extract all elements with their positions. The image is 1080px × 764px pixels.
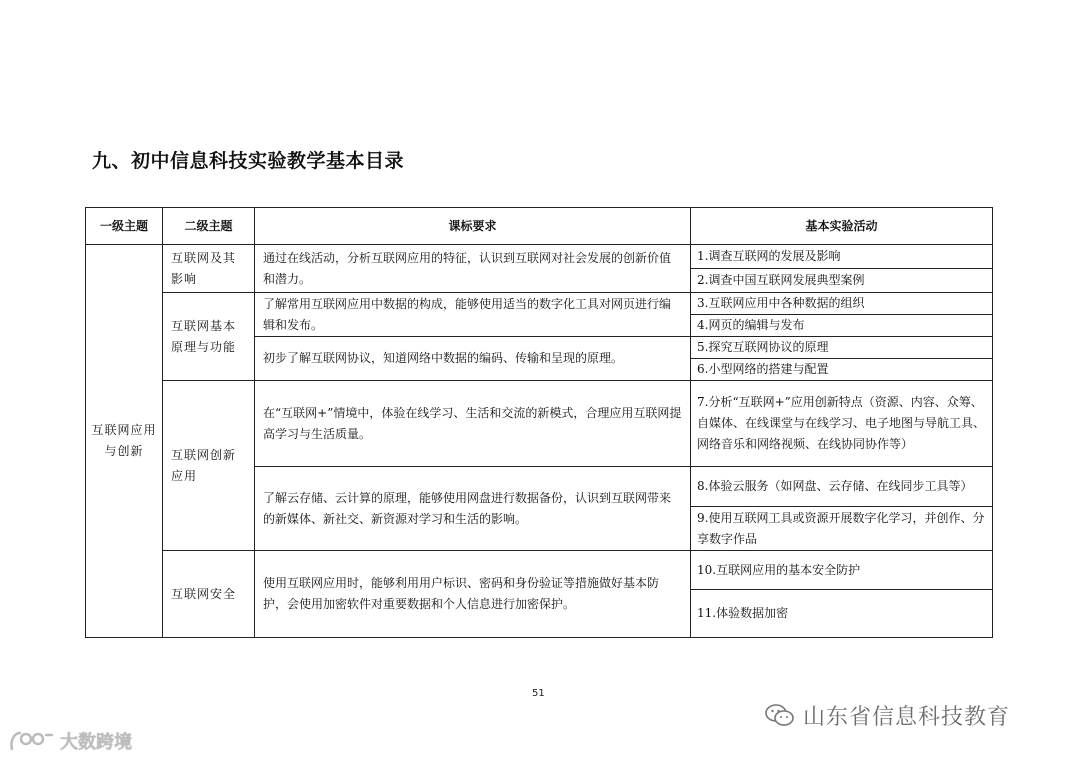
activity-cell: 8.体验云服务（如网盘、云存储、在线同步工具等）	[691, 467, 993, 507]
table-row	[86, 245, 993, 269]
header-level2-topic: 二级主题	[163, 208, 255, 245]
requirement-cell: 使用互联网应用时，能够利用用户标识、密码和身份验证等措施做好基本防护，会使用加密软件对重要数据和个人信息进行加密保护。	[255, 551, 691, 638]
requirement-cell: 初步了解互联网协议，知道网络中数据的编码、传输和呈现的原理。	[255, 337, 691, 381]
page-number: 51	[532, 688, 545, 699]
activity-cell: 9.使用互联网工具或资源开展数字化学习，并创作、分享数字作品	[691, 507, 993, 551]
activity-cell: 10.互联网应用的基本安全防护	[691, 551, 993, 590]
requirement-cell: 通过在线活动，分析互联网应用的特征，认识到互联网对社会发展的创新价值和潜力。	[255, 245, 691, 293]
activity-cell: 3.互联网应用中各种数据的组织	[691, 293, 993, 315]
activity-cell: 11.体验数据加密	[691, 590, 993, 638]
table-row	[86, 551, 993, 590]
activity-cell: 2.调查中国互联网发展典型案例	[691, 269, 993, 293]
activity-cell: 1.调查互联网的发展及影响	[691, 245, 993, 269]
level2-topic-cell: 互联网基本原理与功能	[163, 293, 255, 381]
requirement-cell: 在“互联网+”情境中，体验在线学习、生活和交流的新模式，合理应用互联网提高学习与生活质量。	[255, 381, 691, 467]
table-row	[86, 381, 993, 467]
page-title: 九、初中信息科技实验教学基本目录	[92, 150, 405, 172]
wechat-icon	[765, 703, 795, 729]
table-header-row	[86, 208, 993, 245]
activity-cell: 6.小型网络的搭建与配置	[691, 359, 993, 381]
level2-topic-cell: 互联网安全	[163, 551, 255, 638]
activity-cell: 7.分析“互联网+”应用创新特点（资源、内容、众筹、自媒体、在线课堂与在线学习、电子地图与导航工具、网络音乐和网络视频、在线协同协作等）	[691, 381, 993, 467]
header-level1-topic: 一级主题	[86, 208, 163, 245]
watermark-brand	[8, 728, 132, 754]
requirement-cell: 了解常用互联网应用中数据的构成，能够使用适当的数字化工具对网页进行编辑和发布。	[255, 293, 691, 337]
level2-topic-cell: 互联网创新应用	[163, 381, 255, 551]
activity-cell: 5.探究互联网协议的原理	[691, 337, 993, 359]
level1-topic-cell: 互联网应用与创新	[86, 245, 163, 638]
watermark-brand-name: 大数跨境	[60, 732, 132, 753]
level2-topic-cell: 互联网及其影响	[163, 245, 255, 293]
header-basic-experiment-activity: 基本实验活动	[691, 208, 993, 245]
brand-logo-icon	[8, 729, 56, 753]
header-curriculum-requirement: 课标要求	[255, 208, 691, 245]
requirement-cell: 了解云存储、云计算的原理，能够使用网盘进行数据备份，认识到互联网带来的新媒体、新社交、新资源对学习和生活的影响。	[255, 467, 691, 551]
watermark-account	[765, 700, 1010, 731]
activity-cell: 4.网页的编辑与发布	[691, 315, 993, 337]
table-row	[86, 293, 993, 315]
watermark-account-name: 山东省信息科技教育	[803, 705, 1011, 730]
catalog-table	[85, 207, 993, 638]
